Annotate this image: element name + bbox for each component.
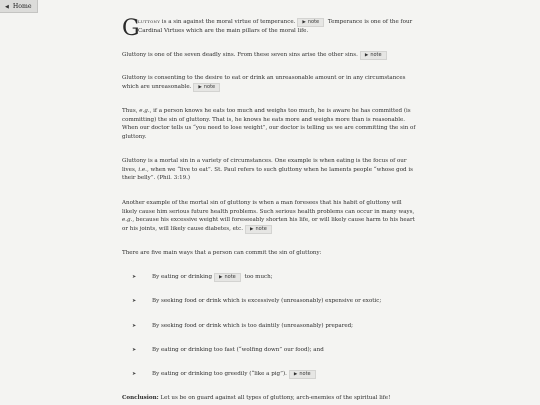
home-button[interactable]: [0, 0, 38, 13]
play-icon: ▶: [302, 20, 306, 25]
play-icon: ▶: [219, 275, 223, 280]
arrow-bullet-icon: ➤: [132, 298, 137, 304]
play-icon: ▶: [364, 53, 369, 58]
note-button[interactable]: ▶ note: [245, 225, 272, 234]
paragraph-2: [122, 51, 418, 60]
home-label: Home: [12, 3, 32, 10]
paragraph-4: Thus, e.g., if a person knows he eats too much and weighs too much, he is aware he has committed (is committing) the sin of gluttony. That is, he knows he eats more and weighs more than is reasonable. When our doctor tells us “you need to lose weight”, our doctor is telling us we are committing the sin of gluttony.: [122, 108, 416, 140]
play-icon: ▶: [250, 226, 254, 232]
note-button[interactable]: ▶ note: [360, 51, 387, 60]
conclusion-label: Conclusion:: [122, 395, 159, 401]
paragraph-5: Gluttony is a mortal sin in a variety of circumstances. One example is when eating is the focus of our lives, i.e., when we “live to eat”. St. Paul refers to such gluttony when he laments people “whose god is their belly”. (Phil. 3:19.): [122, 158, 413, 182]
lead-smallcaps: luttony: [138, 19, 161, 25]
note-button[interactable]: ▶ note: [214, 273, 241, 282]
arrow-bullet-icon: ➤: [132, 274, 137, 280]
paragraph-7: There are five main ways that a person can commit the sin of gluttony:: [122, 250, 322, 256]
conclusion: [122, 394, 418, 403]
conclusion-text: Let us be on guard against all types of gluttony, arch-enemies of the spiritual life!: [158, 395, 391, 401]
play-icon: ▶: [293, 372, 298, 377]
p2-text: Gluttony is one of the seven deadly sins. From these seven sins arise the other sins.: [122, 52, 358, 58]
paragraph-6: Another example of the mortal sin of gluttony is when a man foresees that his habit of gluttony will likely cause him serious future health problems. Such serious health problems can occur in many ways, e.g., because his excessive weight will foreseeably shorten his life, or will likely cause harm to his heart or his joints, will likely cause diabetes, etc. ▶ note: [122, 200, 415, 232]
drop-cap: G: [122, 16, 140, 41]
p1-text-b: Temperance is one of the four Cardinal Virtues which are the main pillars of the moral life.: [138, 19, 413, 34]
arrow-bullet-icon: ➤: [132, 371, 137, 377]
p3-text: Gluttony is consenting to the desire to eat or drink an unreasonable amount or in any circumstances which are unreasonable.: [122, 75, 406, 90]
paragraph-1: [122, 16, 418, 41]
arrow-bullet-icon: ➤: [132, 347, 137, 353]
note-button[interactable]: ▶ note: [297, 18, 324, 27]
p1-text-a: is a sin against the moral virtue of temperance.: [160, 19, 296, 25]
note-button[interactable]: ▶ note: [289, 370, 316, 379]
paragraph-3: [122, 74, 418, 92]
play-icon: ▶: [198, 84, 202, 90]
arrow-bullet-icon: ➤: [132, 323, 137, 329]
note-button[interactable]: ▶ note: [193, 83, 220, 92]
left-triangle-icon: ◀: [5, 4, 9, 10]
